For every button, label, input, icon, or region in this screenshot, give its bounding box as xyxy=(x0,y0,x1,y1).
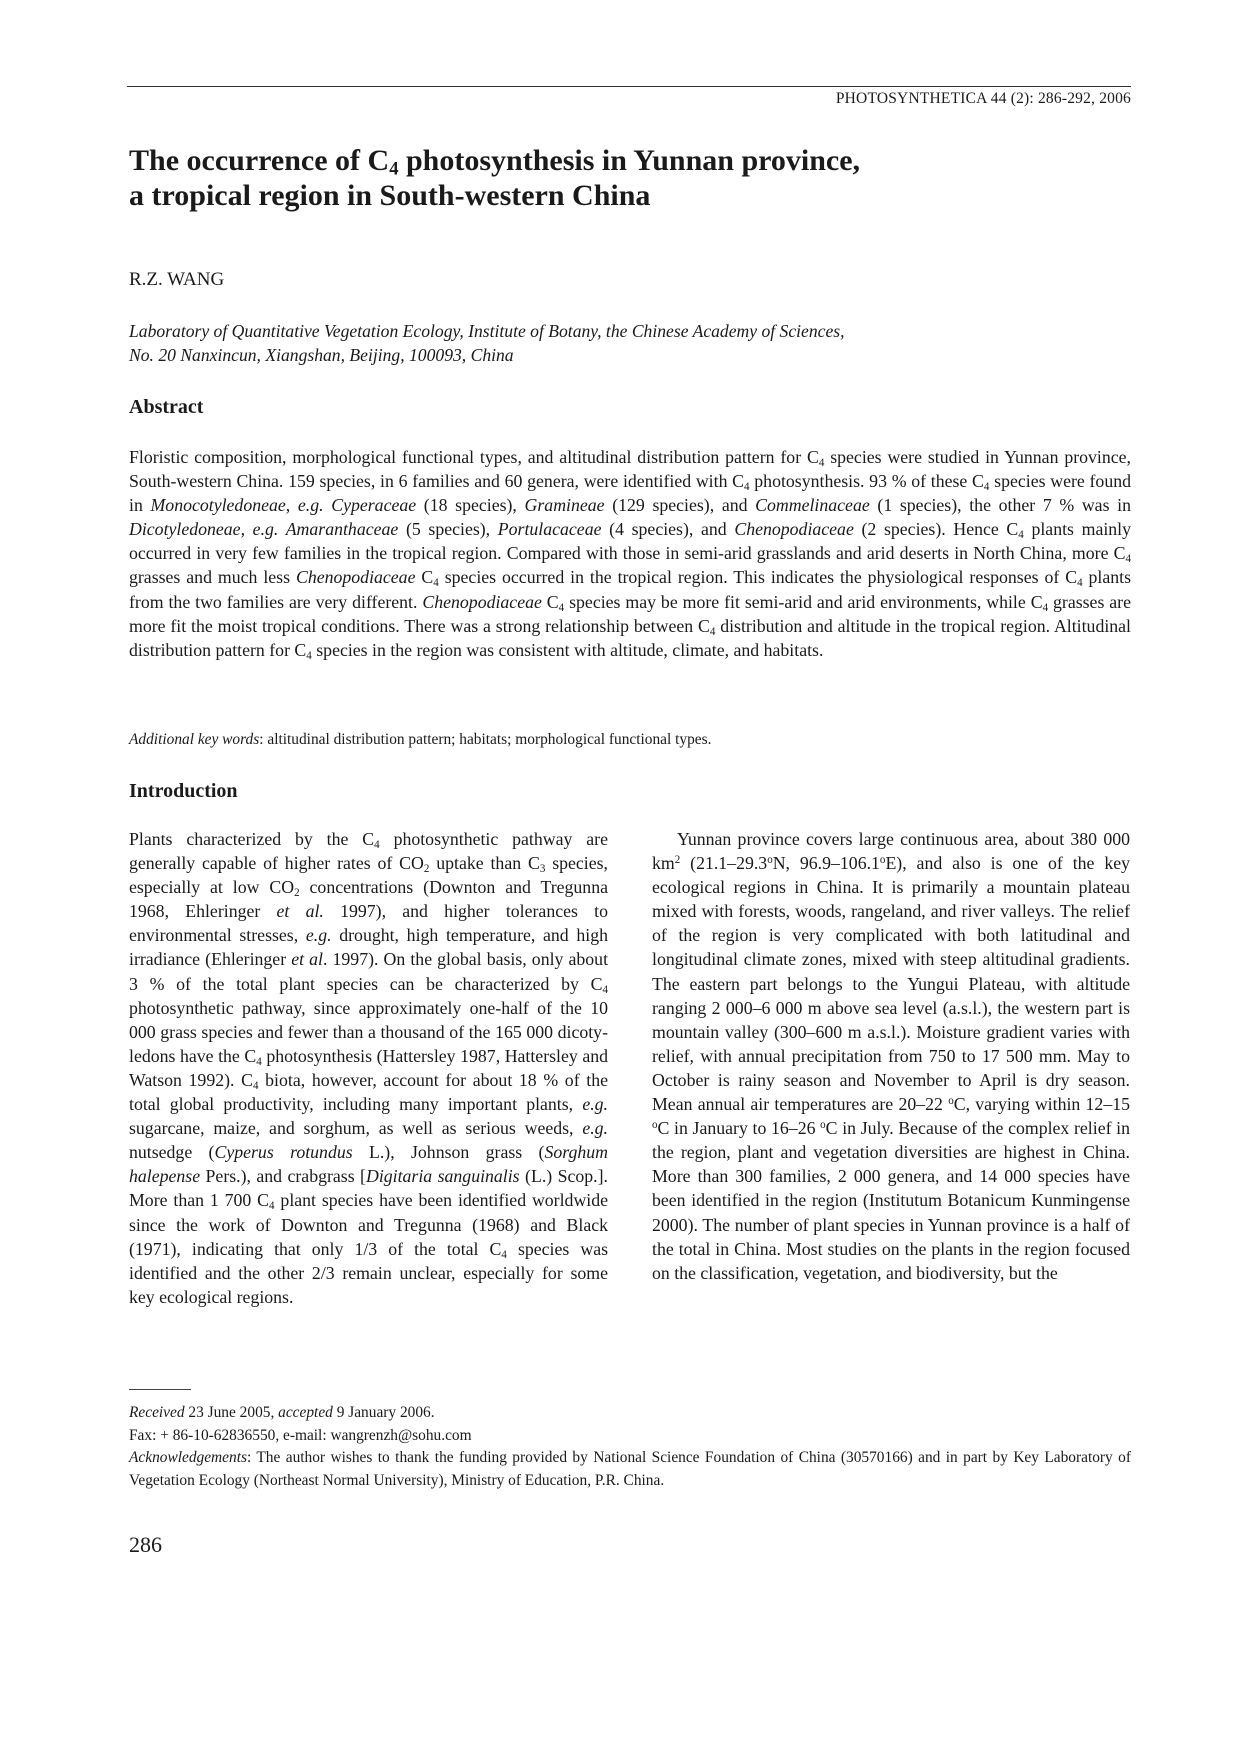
footnote-received: Received 23 June 2005, accepted 9 January 2006. xyxy=(129,1404,435,1421)
title-line2: a tropical region in South-western China xyxy=(129,179,651,212)
introduction-heading: Introduction xyxy=(129,780,238,802)
introduction-left-column: Plants characterized by the $C_4$ photosynthetic pathway are generally capable of higher rates of $CO_2$ uptake than $C_3$ species, especially at low $CO_2$ concentrations (Downton and Tregunna 1968, Ehleringer et al. 1997), and higher tolerances to environmental stresses, e.g. drought, high temperature, and high irradiance (Ehleringer et al. 1997). On the global basis, only about 3 % of the total plant species can be characterized by $C_4$ photosynthetic pathway, since approximately one-half of the 10 000 grass species and fewer than a thousand of the 165 000 dicotyledons have the $C_4$ photosynthesis (Hattersley 1987, Hattersley and Watson 1992). $C_4$ biota, however, account for about 18 % of the total global productivity, including many important plants, e.g. sugarcane, maize, and sorghum, as well as serious weeds, e.g. nutsedge (Cyperus rotundus L.), Johnson grass (Sorghum halepense Pers.), and crabgrass [Digitaria sanguinalis (L.) Scop.]. More than 1 700 $C_4$ plant species have been identified worldwide since the work of Downton and Tregunna (1968) and Black (1971), indicating that only 1/3 of the total $C_4$ species was identified and the other 2/3 remain unclear, especially for some key ecological regions. xyxy=(129,829,609,1307)
introduction-right-column: Yunnan province covers large continuous area, about 380 000 $km^2$ (21.1–29.3$^o$N, 96.9–106.1$^o$E), and also is one of the key ecological regions in China. It is primarily a mountain plateau mixed with forests, woods, rangeland, and river valleys. The relief of the region is very complicated with both latitudinal and longitudinal climate zones, mixed with steep altitudinal gradients. The eastern part belongs to the Yungui Plateau, with altitude ranging 2 000–6 000 m above sea level (a.s.l.), the western part is mountain valley (300–600 m a.s.l.). Moisture gradient varies with relief, with annual precipitation from 750 to 17 500 mm. May to October is rainy season and November to April is dry season. Mean annual air temperatures are 20–22 $^o$C, varying within 12–15 $^o$C in January to 16–26 $^o$C in July. Because of the complex relief in the region, plant and vegetation diversities are highest in China. More than 300 families, 2 000 genera, and 14 000 species have been identified in the region (Institutum Botanicum Kunmingense 2000). The number of plant species in Yunnan province is a half of the total in China. Most studies on the plants in the region focused on the classification, vegetation, and biodiversity, but the xyxy=(652,829,1131,1283)
title-subscript: 4 xyxy=(389,158,399,180)
affiliation xyxy=(129,319,1079,367)
page-number: 286 xyxy=(129,1532,162,1557)
abstract-heading: Abstract xyxy=(129,396,204,418)
affiliation-line2: No. 20 Nanxincun, Xiangshan, Beijing, 100093, China xyxy=(129,345,514,365)
footnote-acknowledgements: Acknowledgements: The author wishes to thank the funding provided by National Science Foundation of China (30570166) and in part by Key Laboratory of Vegetation Ecology (Northeast Normal University), Ministry of Education, P.R. China. xyxy=(129,1449,1131,1489)
journal-reference: PHOTOSYNTHETICA 44 (2): 286-292, 2006 xyxy=(835,90,1131,107)
keywords-text: : altitudinal distribution pattern; habitats; morphological functional types. xyxy=(259,731,712,748)
header-rule xyxy=(127,86,1131,87)
footnotes xyxy=(129,1402,1131,1492)
affiliation-line1: Laboratory of Quantitative Vegetation Ecology, Institute of Botany, the Chinese Academy of Sciences, xyxy=(129,321,845,341)
footnote-rule xyxy=(129,1389,191,1390)
paper-title xyxy=(129,143,1079,213)
title-line1-a: The occurrence of C xyxy=(129,144,390,177)
keywords-label: Additional key words xyxy=(129,731,260,748)
title-line1-b: photosynthesis in Yunnan province, xyxy=(398,144,861,177)
footnote-contact: Fax: + 86-10-62836550, e-mail: wangrenzh@sohu.com xyxy=(129,1426,472,1444)
keywords xyxy=(129,731,1131,749)
author: R.Z. WANG xyxy=(129,269,225,290)
abstract-text: Floristic composition, morphological functional types, and altitudinal distribution pattern for $C_4$ species were studied in Yunnan province, South-western China. 159 species, in 6 families and 60 genera, were identified with $C_4$ photosynthesis. 93 % of these $C_4$ species were found in Monocotyledoneae, e.g. Cyperaceae (18 species), Gramineae (129 species), and Commelinaceae (1 species), the other 7 % was in Dicotyledoneae, e.g. Amaranthaceae (5 species), Portulacaceae (4 species), and Chenopodiaceae (2 species). Hence $C_4$ plants mainly occurred in very few families in the tropical region. Compared with those in semi-arid grasslands and arid deserts in North China, more $C_4$ grasses and much less Chenopodiaceae $C_4$ species occurred in the tropical region. This indicates the physiological responses of $C_4$ plants from the two families are very different. Chenopodiaceae $C_4$ species may be more fit semi-arid and arid environments, while $C_4$ grasses are more fit the moist tropical conditions. There was a strong relationship between $C_4$ distribution and altitude in the tropical region. Altitudinal distribution pattern for $C_4$ species in the region was consistent with altitude, climate, and habitats. xyxy=(129,447,1132,662)
